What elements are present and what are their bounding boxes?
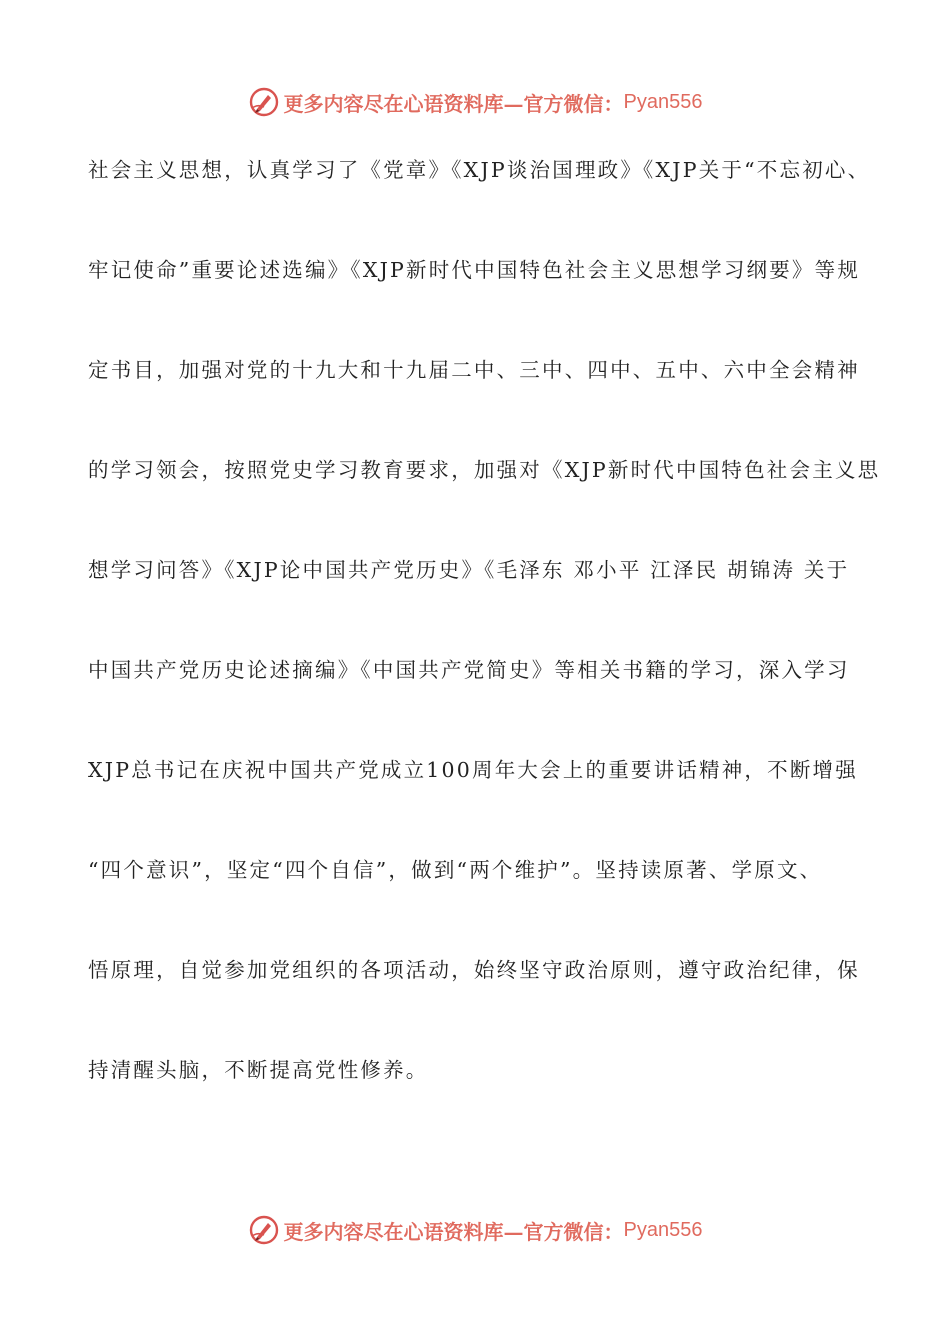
banner-slogan: 更多内容尽在心语资料库—官方微信： [283,1219,624,1244]
paragraph-line: 想学习问答》《XJP论中国共产党历史》《毛泽东 邓小平 江泽民 胡锦涛 关于 [88,558,850,582]
pen-nib-icon [248,86,280,118]
footer-banner [0,1210,950,1250]
paragraph-line: 的学习领会，按照党史学习教育要求，加强对《XJP新时代中国特色社会主义思 [88,458,881,482]
document-paragraph [88,150,888,1150]
paragraph-line: 社会主义思想，认真学习了《党章》《XJP谈治国理政》《XJP关于“不忘初心、 [88,158,871,182]
paragraph-line: “四个意识”，坚定“四个自信”，做到“两个维护”。坚持读原著、学原文、 [88,858,823,882]
paragraph-line: XJP总书记在庆祝中国共产党成立100周年大会上的重要讲话精神，不断增强 [88,758,858,782]
paragraph-line: 牢记使命”重要论述选编》《XJP新时代中国特色社会主义思想学习纲要》等规 [88,258,861,282]
banner-wechat-handle: Pyan556 [623,1218,703,1241]
banner-slogan: 更多内容尽在心语资料库—官方微信： [283,91,624,116]
paragraph-line: 持清醒头脑，不断提高党性修养。 [88,1058,429,1082]
header-banner [0,82,950,122]
paragraph-line: 中国共产党历史论述摘编》《中国共产党简史》等相关书籍的学习，深入学习 [88,658,850,682]
paragraph-line: 定书目，加强对党的十九大和十九届二中、三中、四中、五中、六中全会精神 [88,358,860,382]
pen-nib-icon [248,1214,280,1246]
paragraph-line: 悟原理，自觉参加党组织的各项活动，始终坚守政治原则，遵守政治纪律，保 [88,958,860,982]
banner-wechat-handle: Pyan556 [623,90,703,113]
